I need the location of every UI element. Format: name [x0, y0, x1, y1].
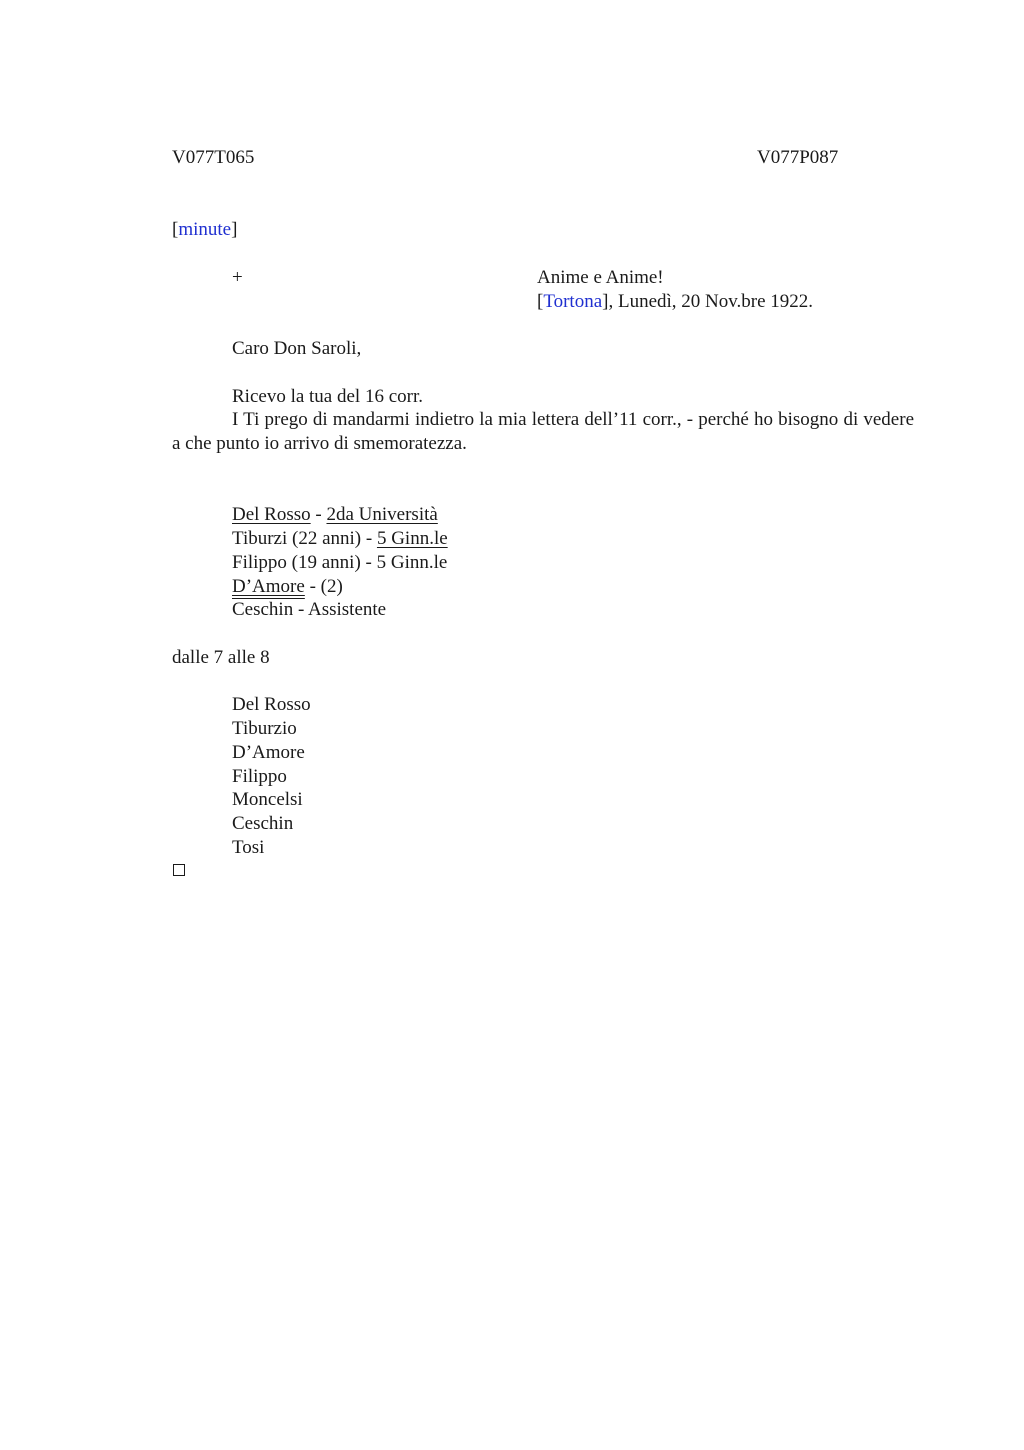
- document-code-left: V077T065: [172, 147, 255, 168]
- end-mark-box-icon: [173, 864, 185, 876]
- list2-item: Filippo: [232, 766, 287, 787]
- bracket-close: ]: [231, 219, 238, 240]
- time-note: dalle 7 alle 8: [172, 647, 270, 668]
- document-code-right: V077P087: [757, 147, 839, 168]
- list1-name: D’Amore: [232, 576, 305, 597]
- place-bracket-open: [: [537, 291, 544, 312]
- list1-info: 2da Università: [326, 504, 438, 525]
- list2-item: Moncelsi: [232, 789, 303, 810]
- list1-name: Tiburzi (22 anni) -: [232, 528, 377, 549]
- salutation: Caro Don Saroli,: [232, 338, 362, 359]
- list1-row-2: [232, 527, 448, 551]
- list1-name: Del Rosso: [232, 504, 311, 525]
- motto: Anime e Anime!: [537, 267, 664, 288]
- body-paragraph: I Ti prego di mandarmi indietro la mia lettera dell’11 corr., - perché ho bisogno di vedere a che punto io arrivo di smemoratezza.: [172, 409, 914, 454]
- list1-row-4: [232, 575, 343, 599]
- list2-item: Del Rosso: [232, 694, 311, 715]
- list1-info: - (2): [304, 576, 343, 597]
- list2-item: D’Amore: [232, 742, 305, 763]
- place-name: Tortona: [543, 291, 603, 312]
- minute-label: minute: [178, 219, 232, 240]
- list1-row-5: Ceschin - Assistente: [232, 599, 387, 620]
- body-line-1: Ricevo la tua del 16 corr.: [232, 386, 423, 407]
- bracket-open: [: [172, 219, 179, 240]
- list1-row-3: Filippo (19 anni) - 5 Ginn.le: [232, 552, 448, 573]
- list1-row-1: [232, 503, 438, 527]
- list2-item: Tiburzio: [232, 718, 297, 739]
- list1-info: 5 Ginn.le: [376, 528, 448, 549]
- place-bracket-close: ]: [602, 291, 609, 312]
- list2-item: Ceschin: [232, 813, 294, 834]
- letter-date: , Lunedì, 20 Nov.bre 1922.: [608, 291, 814, 312]
- minute-note: [172, 218, 237, 242]
- place-date-line: [537, 290, 813, 314]
- cross-symbol: +: [232, 267, 243, 288]
- list1-separator: -: [310, 504, 327, 525]
- list2-item: Tosi: [232, 837, 265, 858]
